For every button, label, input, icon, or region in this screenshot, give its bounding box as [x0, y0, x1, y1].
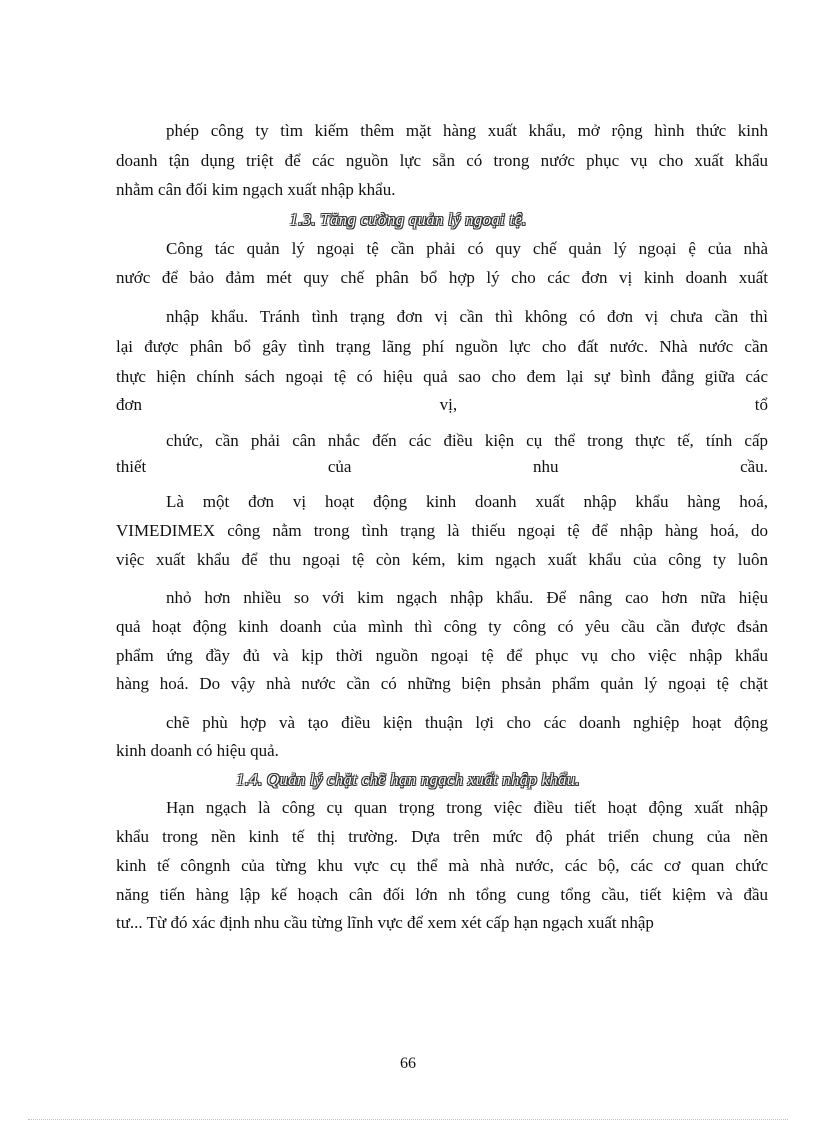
section-heading: 1.4. Quản lý chặt chẽ hạn ngạch xuất nhập khẩu.: [236, 770, 580, 789]
body-line: VIMEDIMEX công nằm trong tình trạng là thiếu ngoại tệ để nhập hàng hoá, do: [116, 521, 768, 540]
word: thiết: [116, 457, 147, 476]
body-line: phẩm ứng đầy đủ và kịp thời nguồn ngoại tệ để phục vụ cho việc nhập khẩu: [116, 646, 768, 665]
body-line: Là một đơn vị hoạt động kinh doanh xuất nhập khẩu hàng hoá,: [166, 492, 768, 511]
body-line: thực hiện chính sách ngoại tệ có hiệu quả sao cho đem lại sự bình đẳng giữa các: [116, 367, 768, 386]
word: vị,: [439, 395, 458, 414]
body-line: năng tiến hàng lập kế hoạch cân đối lớn nh tổng cung tổng cầu, tiết kiệm và đầu: [116, 885, 768, 904]
body-line: quả hoạt động kinh doanh của mình thì công ty công có yêu cầu cần được đsản: [116, 617, 768, 636]
footer-divider: [28, 1119, 788, 1120]
word: đơn: [116, 395, 142, 414]
body-line: nhằm cân đối kim ngạch xuất nhập khẩu.: [116, 180, 396, 199]
body-line: lại được phân bổ gây tình trạng lãng phí nguồn lực cho đất nước. Nhà nước cần: [116, 337, 768, 356]
body-line: Hạn ngạch là công cụ quan trọng trong việc điều tiết hoạt động xuất nhập: [166, 798, 768, 817]
body-line: nhập khẩu. Tránh tình trạng đơn vị cần thì không có đơn vị chưa cần thì: [166, 307, 768, 326]
word: của: [327, 457, 352, 476]
word: nhu: [533, 457, 559, 476]
spread-line: [116, 394, 768, 416]
body-line: Công tác quản lý ngoại tệ cần phải có quy chế quản lý ngoại ệ của nhà: [166, 239, 768, 258]
body-line: nhỏ hơn nhiều so với kim ngạch nhập khẩu. Để nâng cao hơn nữa hiệu: [166, 588, 768, 607]
body-line: chẽ phù hợp và tạo điều kiện thuận lợi cho các doanh nghiệp hoạt động: [166, 713, 768, 732]
body-line: kinh doanh có hiệu quả.: [116, 741, 279, 760]
section-heading: 1.3. Tăng cường quản lý ngoại tệ.: [289, 210, 527, 229]
body-line: khẩu trong nền kinh tế thị trường. Dựa trên mức độ phát triển chung của nền: [116, 827, 768, 846]
body-line: kinh tế côngnh của từng khu vực cụ thể mà nhà nước, các bộ, các cơ quan chức: [116, 856, 768, 875]
body-line: hàng hoá. Do vậy nhà nước cần có những biện phsản phẩm quản lý ngoại tệ chặt: [116, 674, 768, 693]
body-line: việc xuất khẩu để thu ngoại tệ còn kém, kim ngạch xuất khẩu của công ty luôn: [116, 550, 768, 569]
body-line: doanh tận dụng triệt để các nguồn lực sẵn có trong nước phục vụ cho xuất khẩu: [116, 151, 768, 170]
page-number: 66: [400, 1055, 416, 1072]
body-line: tư... Từ đó xác định nhu cầu từng lĩnh vực để xem xét cấp hạn ngạch xuất nhập: [116, 913, 654, 932]
body-line: nước để bảo đảm mét quy chế phân bổ hợp lý cho các đơn vị kinh doanh xuất: [116, 268, 768, 287]
word: tổ: [754, 395, 768, 414]
word: cầu.: [740, 457, 768, 476]
body-line: chức, cần phải cân nhắc đến các điều kiện cụ thể trong thực tế, tính cấp: [166, 431, 768, 450]
spread-line: [116, 456, 768, 478]
body-line: phép công ty tìm kiếm thêm mặt hàng xuất khẩu, mở rộng hình thức kinh: [166, 121, 768, 140]
